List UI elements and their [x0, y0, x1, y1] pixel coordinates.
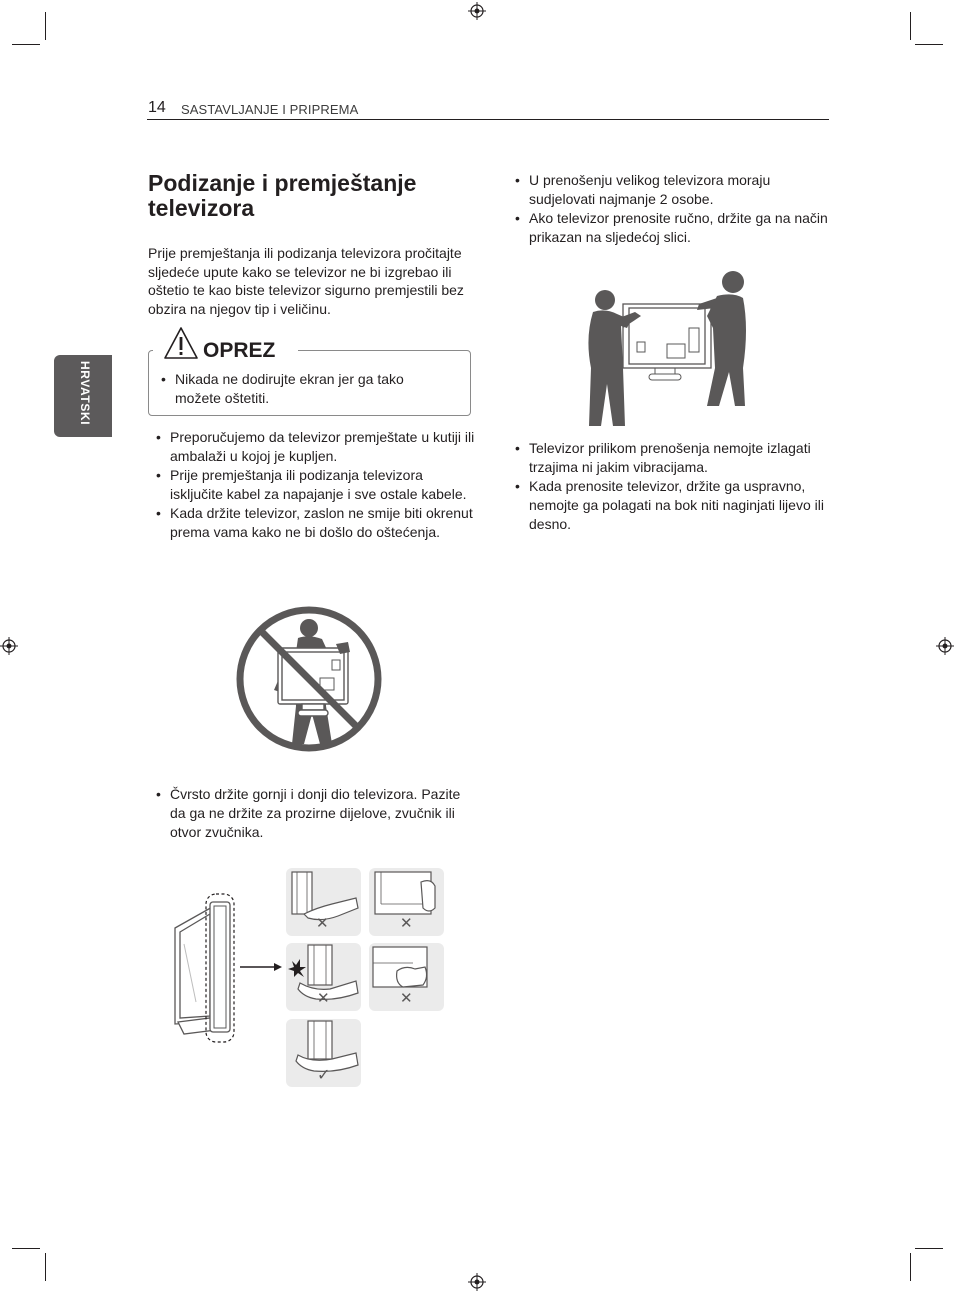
bullet-list [148, 428, 478, 542]
crop-mark [12, 44, 40, 45]
wrong-mark-icon: ✕ [400, 990, 413, 1007]
hold-panel-corner-wrong [369, 943, 444, 1011]
list-item: • Kada prenosite televizor, držite ga uspravno, nemojte ga polagati na bok niti naginjati lijevo ili desno. [507, 477, 829, 534]
crop-mark [12, 1248, 40, 1249]
list-item: • Preporučujemo da televizor premještate u kutiji ili ambalaži u kojoj je kupljen. [148, 428, 478, 466]
hold-panel-top-wrong [286, 868, 361, 936]
registration-mark-icon [468, 1273, 486, 1291]
language-tab-label: HRVATSKI [78, 361, 92, 426]
registration-mark-icon [0, 637, 18, 655]
page-title: Podizanje i premještanje televizora [148, 170, 417, 221]
hold-panel-bottom-wrong [286, 943, 361, 1011]
hold-panel-correct [286, 1019, 361, 1087]
intro-paragraph: Prije premještanja ili podizanja televizora pročitajte sljedeće upute kako se televizor ne bi izgrebao ili oštetio te kao biste televizor sigurno premjestili bez obzira na njegov tip i veličinu. [148, 245, 464, 317]
language-tab [54, 355, 112, 437]
bullet-list [507, 171, 829, 247]
hold-panel-side-wrong [369, 868, 444, 936]
crop-mark [910, 1253, 911, 1281]
list-item: • Nikada ne dodirujte ekran jer ga tako možete oštetiti. [153, 370, 453, 408]
wrong-mark-icon: ✕ [317, 990, 330, 1007]
wrong-carrying-illustration [236, 606, 382, 752]
crop-mark [45, 1253, 46, 1281]
bullet-list [507, 439, 829, 534]
bullet-list [148, 785, 478, 842]
tv-side-view-illustration [170, 890, 285, 1045]
header-rule [147, 119, 829, 120]
list-item: • U prenošenju velikog televizora moraju sudjelovati najmanje 2 osobe. [507, 171, 829, 209]
list-item: • Kada držite televizor, zaslon ne smije biti okrenut prema vama kako ne bi došlo do oštećenja. [148, 504, 478, 542]
crop-mark [45, 12, 46, 40]
list-item: • Ako televizor prenosite ručno, držite ga na način prikazan na sljedećoj slici. [507, 209, 829, 247]
correct-mark-icon: ✓ [317, 1067, 331, 1084]
wrong-mark-icon: ✕ [316, 915, 329, 932]
list-item: • Čvrsto držite gornji i donji dio televizora. Pazite da ga ne držite za prozirne dijelove, zvučnik ili otvor zvučnika. [148, 785, 478, 842]
list-item: • Prije premještanja ili podizanja televizora isključite kabel za napajanje i sve ostale kabele. [148, 466, 478, 504]
registration-mark-icon [936, 637, 954, 655]
wrong-mark-icon: ✕ [400, 915, 413, 932]
list-item: • Televizor prilikom prenošenja nemojte izlagati trzajima ni jakim vibracijama. [507, 439, 829, 477]
crop-mark [915, 1248, 943, 1249]
registration-mark-icon [468, 2, 486, 20]
caution-list [153, 370, 453, 408]
crop-mark [915, 44, 943, 45]
crop-mark [910, 12, 911, 40]
two-person-carrying-illustration [583, 268, 753, 428]
warning-icon [163, 326, 199, 360]
page-number: 14 [148, 99, 166, 116]
section-title: SASTAVLJANJE I PRIPREMA [181, 102, 359, 117]
caution-title: OPREZ [203, 339, 276, 362]
